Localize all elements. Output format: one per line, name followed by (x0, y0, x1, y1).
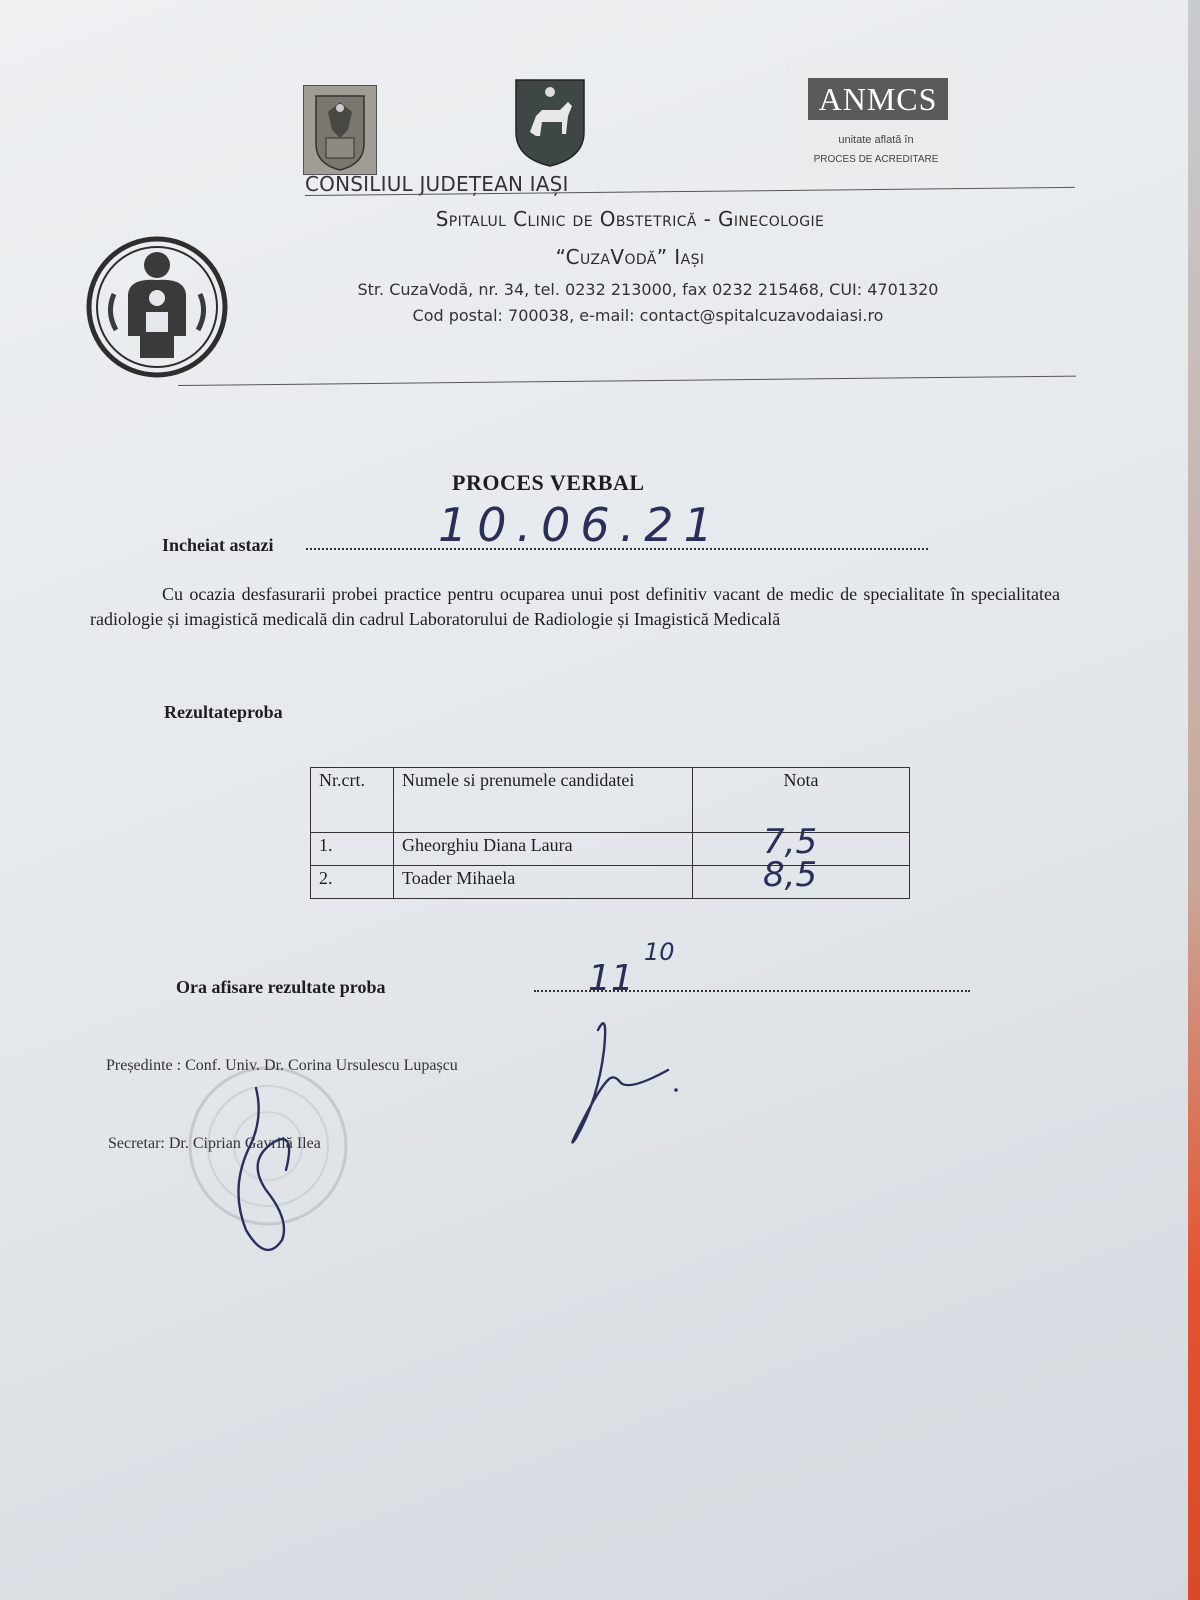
concluded-label: Incheiat astazi (162, 535, 274, 555)
anmcs-line2: PROCES DE ACREDITARE (813, 154, 939, 165)
table-row (311, 866, 910, 899)
row-nr: 2. (311, 866, 394, 899)
header-name: Numele si prenumele candidatei (394, 768, 693, 833)
row-name: Gheorghiu Diana Laura (394, 833, 693, 866)
handwritten-hour: 11 (588, 958, 634, 999)
iasi-county-crest-icon (512, 76, 588, 168)
secretary-signatory: Secretar: Dr. Ciprian Gavrilă Ilea (108, 1135, 321, 1152)
row-name: Toader Mihaela (394, 866, 693, 899)
president-signature-icon (568, 1010, 688, 1148)
anmcs-accreditation-badge (786, 60, 964, 188)
header-nr: Nr.crt. (311, 768, 394, 833)
document-title: PROCES VERBAL (452, 470, 645, 495)
anmcs-logo-text: ANMCS (808, 78, 948, 120)
table-row (311, 833, 910, 866)
results-table (310, 767, 910, 899)
president-signatory: Președinte : Conf. Univ. Dr. Corina Ursulescu Lupașcu (106, 1057, 458, 1074)
row-grade: 8,5 (763, 855, 818, 895)
handwritten-date: 10.06.21 (438, 498, 723, 552)
row-grade: 7,5 (763, 822, 818, 862)
row-grade-cell (693, 855, 910, 899)
results-label: Rezultateproba (164, 702, 283, 722)
council-name: CONSILIUL JUDEȚEAN IAȘI (305, 172, 569, 196)
handwritten-minutes: 10 (644, 938, 675, 966)
document-paragraph: Cu ocazia desfasurarii probei practice pentru ocuparea unui post definitiv vacant de medic de specialitate în specialitatea radiologie și imagistică medicală din cadrul Laboratorului de Radiologie și Imagistică Medicală (90, 584, 1060, 629)
header-grade: Nota (693, 768, 910, 833)
hospital-address: Str. CuzaVodă, nr. 34, tel. 0232 213000, fax 0232 215468, CUI: 4701320 (357, 280, 939, 299)
hospital-name-line1: Spitalul Clinic de Obstetrică - Ginecologie (435, 207, 825, 231)
romania-coat-of-arms-icon (303, 85, 377, 175)
display-time-label: Ora afisare rezultate proba (176, 977, 386, 997)
hospital-postal-email: Cod postal: 700038, e-mail: contact@spitalcuzavodaiasi.ro (412, 306, 884, 325)
hospital-name-line2: “CuzaVodă” Iași (555, 245, 705, 269)
table-header-row (311, 768, 910, 833)
row-nr: 1. (311, 833, 394, 866)
background-edge (1188, 0, 1200, 1600)
secretary-signature-icon (226, 1080, 316, 1260)
anmcs-line1: unitate aflată în (838, 134, 914, 146)
mother-child-logo-icon (84, 232, 230, 382)
